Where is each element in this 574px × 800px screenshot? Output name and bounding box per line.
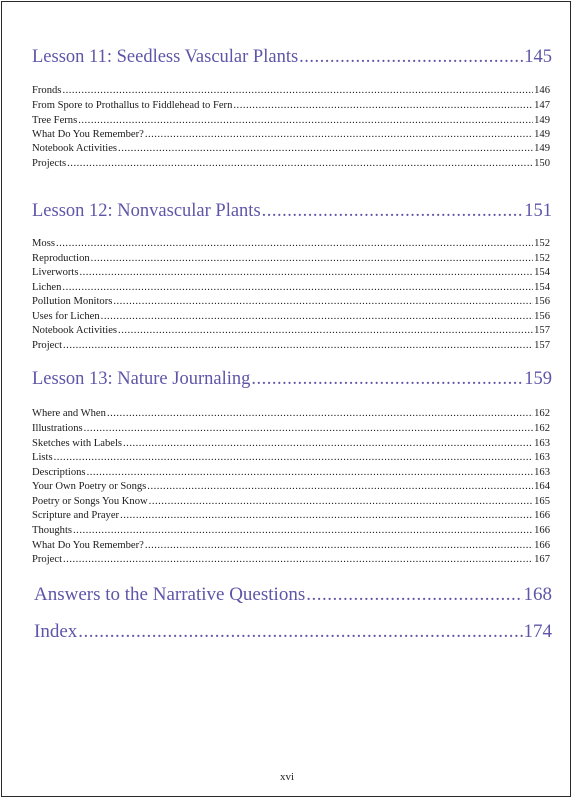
entry-page: 167 — [534, 554, 550, 565]
entry-page: 149 — [534, 143, 550, 154]
entry-page: 157 — [534, 340, 550, 351]
entry-page: 166 — [534, 510, 550, 521]
toc-entry[interactable] — [32, 451, 550, 464]
entry-page: 157 — [534, 325, 550, 336]
leader-dots — [67, 157, 533, 170]
entry-title: Sketches with Labels — [32, 438, 123, 449]
entry-page: 163 — [534, 438, 550, 449]
leader-dots — [306, 584, 522, 606]
leader-dots — [118, 142, 533, 155]
toc-entry[interactable] — [32, 157, 550, 170]
entry-title: Pollution Monitors — [32, 296, 113, 307]
toc-entry[interactable] — [32, 84, 550, 97]
entry-page: 162 — [534, 408, 550, 419]
toc-entry[interactable] — [32, 339, 550, 352]
toc-entry[interactable] — [32, 142, 550, 155]
leader-dots — [251, 369, 523, 390]
entry-page: 149 — [534, 115, 550, 126]
lesson-page: 159 — [524, 369, 552, 389]
toc-entry[interactable] — [32, 422, 550, 435]
toc-entry[interactable] — [32, 539, 550, 552]
entry-title: Illustrations — [32, 423, 83, 434]
index-page: 174 — [523, 621, 552, 642]
entry-title: Liverworts — [32, 267, 79, 278]
toc-entry[interactable] — [32, 310, 550, 323]
toc-entry[interactable] — [32, 281, 550, 294]
entry-page: 152 — [534, 238, 550, 249]
entry-page: 163 — [534, 467, 550, 478]
leader-dots — [145, 128, 533, 141]
toc-entry[interactable] — [32, 495, 550, 508]
leader-dots — [123, 437, 533, 450]
entry-title: Reproduction — [32, 253, 90, 264]
book-page — [1, 1, 571, 797]
toc-entry[interactable] — [32, 237, 550, 250]
answers-heading[interactable] — [34, 584, 552, 606]
entry-title: Your Own Poetry or Songs — [32, 481, 147, 492]
entry-page: 156 — [534, 311, 550, 322]
lesson-page: 145 — [524, 47, 552, 67]
index-title: Index — [34, 621, 78, 642]
entry-title: Where and When — [32, 408, 106, 419]
toc-entry[interactable] — [32, 524, 550, 537]
leader-dots — [78, 114, 533, 127]
lesson-title: Lesson 13: Nature Journaling — [32, 369, 251, 389]
leader-dots — [62, 281, 533, 294]
toc-entry[interactable] — [32, 480, 550, 493]
entry-page: 166 — [534, 540, 550, 551]
entry-page: 165 — [534, 496, 550, 507]
leader-dots — [63, 339, 533, 352]
toc-entry[interactable] — [32, 324, 550, 337]
leader-dots — [62, 84, 533, 97]
leader-dots — [113, 295, 533, 308]
lesson-11-heading[interactable] — [32, 47, 552, 68]
toc-entry[interactable] — [32, 509, 550, 522]
leader-dots — [149, 495, 533, 508]
leader-dots — [87, 466, 534, 479]
answers-page: 168 — [523, 584, 552, 605]
entry-title: Lichen — [32, 282, 62, 293]
entry-title: Notebook Activities — [32, 325, 118, 336]
entry-title: Moss — [32, 238, 55, 249]
leader-dots — [56, 237, 533, 250]
entry-title: Lists — [32, 452, 53, 463]
entry-page: 152 — [534, 253, 550, 264]
leader-dots — [147, 480, 533, 493]
entry-page: 146 — [534, 85, 550, 96]
entry-title: Project — [32, 340, 63, 351]
entry-title: Projects — [32, 158, 67, 169]
lesson-title: Lesson 11: Seedless Vascular Plants — [32, 47, 299, 67]
toc-entry[interactable] — [32, 466, 550, 479]
leader-dots — [262, 201, 524, 222]
entry-page: 150 — [534, 158, 550, 169]
entry-page: 164 — [534, 481, 550, 492]
entry-title: Project — [32, 554, 63, 565]
toc-entry[interactable] — [32, 128, 550, 141]
entry-title: Uses for Lichen — [32, 311, 100, 322]
toc-entry[interactable] — [32, 114, 550, 127]
leader-dots — [107, 407, 533, 420]
entry-title: Notebook Activities — [32, 143, 118, 154]
leader-dots — [145, 539, 533, 552]
leader-dots — [78, 621, 522, 643]
toc-entry[interactable] — [32, 407, 550, 420]
leader-dots — [63, 553, 533, 566]
leader-dots — [54, 451, 534, 464]
leader-dots — [101, 310, 533, 323]
toc-entry[interactable] — [32, 437, 550, 450]
leader-dots — [233, 99, 533, 112]
leader-dots — [79, 266, 533, 279]
toc-entry[interactable] — [32, 553, 550, 566]
leader-dots — [84, 422, 533, 435]
answers-title: Answers to the Narrative Questions — [34, 584, 306, 605]
leader-dots — [91, 252, 533, 265]
entry-page: 147 — [534, 100, 550, 111]
leader-dots — [73, 524, 533, 537]
toc-entry[interactable] — [32, 295, 550, 308]
entry-title: Thoughts — [32, 525, 73, 536]
toc-entry[interactable] — [32, 252, 550, 265]
entry-title: What Do You Remember? — [32, 129, 144, 140]
entry-title: Tree Ferns — [32, 115, 78, 126]
entry-page: 163 — [534, 452, 550, 463]
toc-entry[interactable] — [32, 266, 550, 279]
entry-page: 154 — [534, 282, 550, 293]
entry-page: 156 — [534, 296, 550, 307]
lesson-12-heading[interactable] — [32, 201, 552, 222]
entry-page: 162 — [534, 423, 550, 434]
entry-page: 166 — [534, 525, 550, 536]
leader-dots — [120, 509, 533, 522]
lesson-title: Lesson 12: Nonvascular Plants — [32, 201, 261, 221]
entry-page: 149 — [534, 129, 550, 140]
entry-title: Scripture and Prayer — [32, 510, 120, 521]
leader-dots — [299, 47, 523, 68]
toc-entry[interactable] — [32, 99, 550, 112]
entry-title: Descriptions — [32, 467, 86, 478]
entry-title: From Spore to Prothallus to Fiddlehead to Fern — [32, 100, 233, 111]
entry-title: What Do You Remember? — [32, 540, 144, 551]
lesson-13-heading[interactable] — [32, 369, 552, 390]
entry-title: Fronds — [32, 85, 62, 96]
page-number: xvi — [279, 771, 295, 783]
entry-page: 154 — [534, 267, 550, 278]
leader-dots — [118, 324, 533, 337]
entry-title: Poetry or Songs You Know — [32, 496, 148, 507]
lesson-page: 151 — [524, 201, 552, 221]
index-heading[interactable] — [34, 621, 552, 643]
